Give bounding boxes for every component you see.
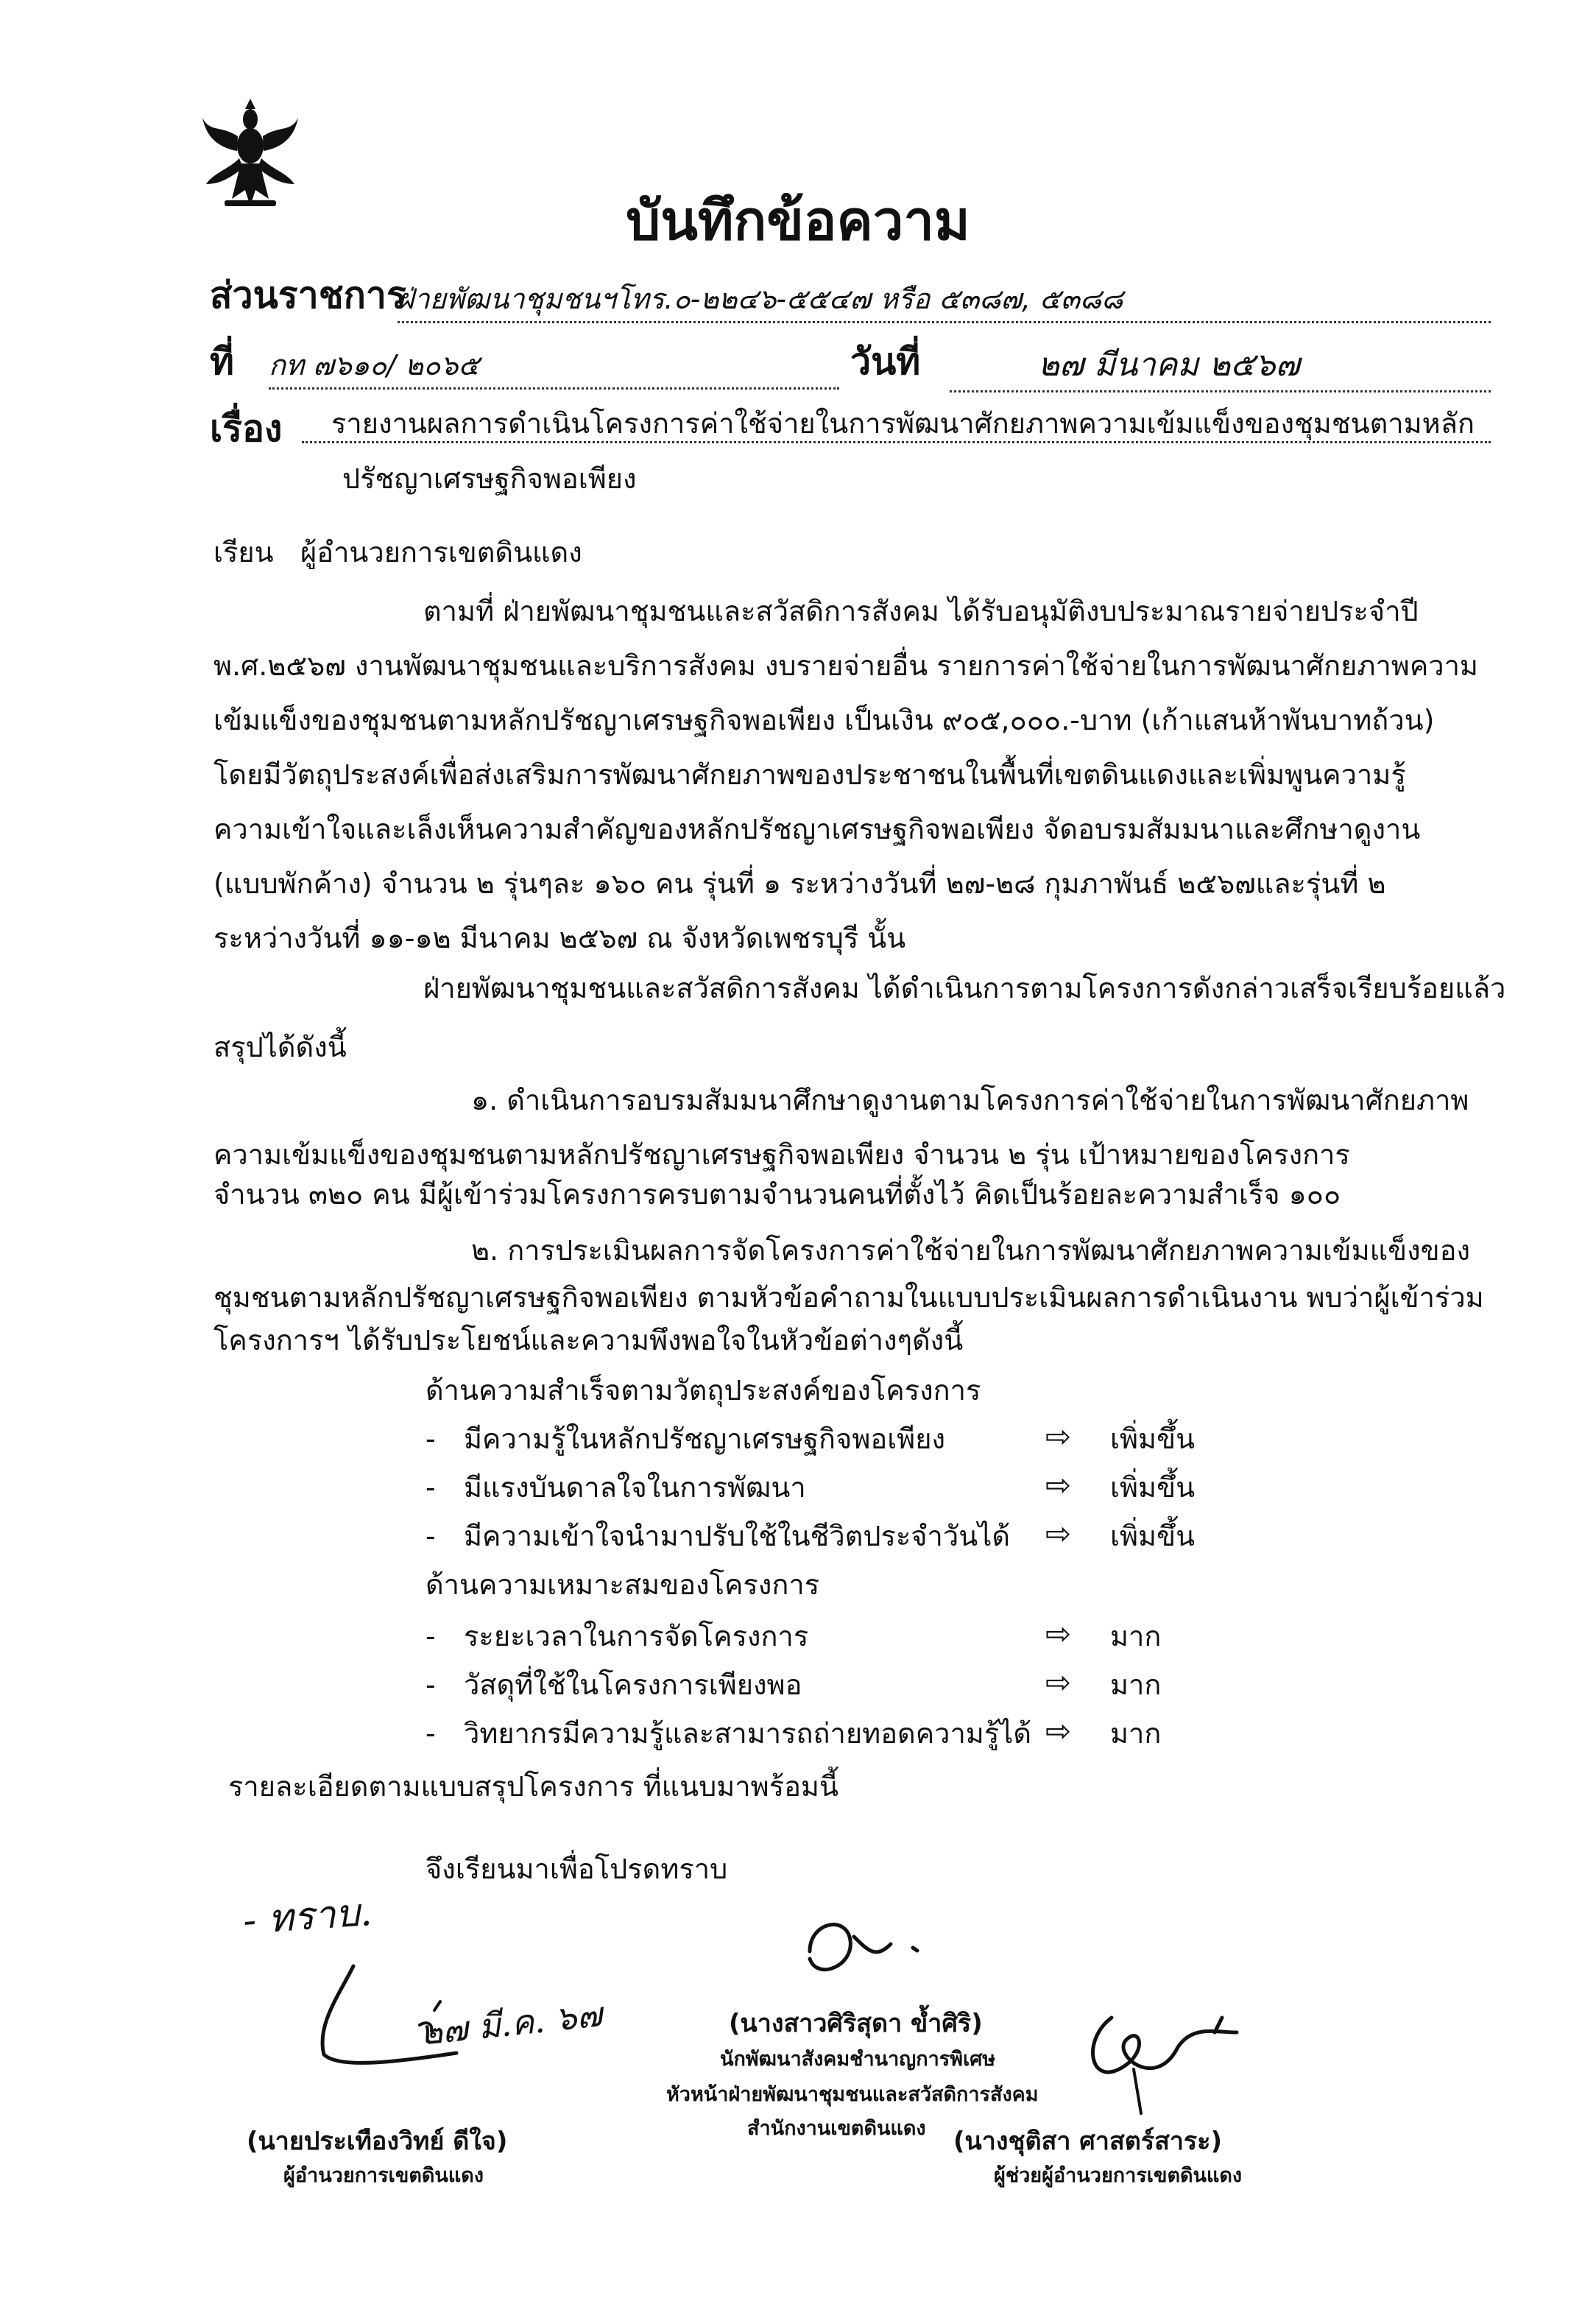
subject-line-1: รายงานผลการดำเนินโครงการค่าใช้จ่ายในการพัฒนาศักยภาพความเข้มแข็งของชุมชนตามหลัก — [302, 407, 1491, 443]
assistant-title: ผู้ช่วยผู้อำนวยการเขตดินแดง — [994, 2164, 1243, 2187]
subject-line-2: ปรัชญาเศรษฐกิจพอเพียง — [342, 462, 637, 495]
section-b-result: มาก — [1110, 1620, 1162, 1652]
arrow-icon: ⇨ — [1045, 1467, 1072, 1503]
section-a-result: เพิ่มขึ้น — [1110, 1423, 1196, 1455]
arrow-icon: ⇨ — [1045, 1616, 1072, 1652]
section-a-item: มีความรู้ในหลักปรัชญาเศรษฐกิจพอเพียง — [464, 1423, 946, 1455]
details-line: รายละเอียดตามแบบสรุปโครงการ ที่แนบมาพร้อมนี้ — [228, 1770, 838, 1803]
list-dash: - — [426, 1520, 436, 1552]
arrow-icon: ⇨ — [1045, 1664, 1072, 1700]
item2-line: ๒. การประเมินผลการจัดโครงการค่าใช้จ่ายในการพัฒนาศักยภาพความเข้มแข็งของ — [471, 1234, 1471, 1267]
ref-label: ที่ — [210, 340, 234, 383]
para1-line: พ.ศ.๒๕๖๗ งานพัฒนาชุมชนและบริการสังคม งบรายจ่ายอื่น รายการค่าใช้จ่ายในการพัฒนาศักยภาพความ — [213, 649, 1478, 682]
section-b-item: วิทยากรมีความรู้และสามารถถ่ายทอดความรู้ได้ — [464, 1717, 1032, 1750]
date-value: ๒๗ มีนาคม ๒๕๖๗ — [950, 339, 1491, 392]
memo-title: บันทึกข้อความ — [626, 189, 970, 253]
list-dash: - — [426, 1717, 436, 1750]
acknowledgement-note: - ทราบ. — [241, 1890, 374, 1944]
assistant-name: (นางชุติสา ศาสตร์สาระ) — [953, 2127, 1222, 2156]
section-b-item: ระยะเวลาในการจัดโครงการ — [464, 1620, 809, 1652]
subject-label: เรื่อง — [210, 407, 283, 450]
section-a-heading: ด้านความสำเร็จตามวัตถุประสงค์ของโครงการ — [426, 1374, 981, 1406]
list-dash: - — [426, 1669, 436, 1701]
para1-line: (แบบพักค้าง) จำนวน ๒ รุ่นๆละ ๑๖๐ คน รุ่นที่ ๑ ระหว่างวันที่ ๒๗-๒๘ กุมภาพันธ์ ๒๕๖๗และรุ่นที่ ๒ — [213, 867, 1386, 900]
list-dash: - — [426, 1471, 436, 1504]
head-signature — [788, 1907, 935, 1996]
head-name: (นางสาวศิริสุดา ข้ำศิริ) — [729, 2009, 983, 2038]
item1-line: ความเข้มแข็งของชุมชนตามหลักปรัชญาเศรษฐกิจพอเพียง จำนวน ๒ รุ่น เป้าหมายของโครงการ — [213, 1138, 1350, 1171]
para1-line: ตามที่ ฝ่ายพัฒนาชุมชนและสวัสดิการสังคม ได้รับอนุมัติงบประมาณรายจ่ายประจำปี — [423, 595, 1419, 627]
item1-line: จำนวน ๓๒๐ คน มีผู้เข้าร่วมโครงการครบตามจำนวนคนที่ตั้งไว้ คิดเป็นร้อยละความสำเร็จ ๑๐๐ — [213, 1178, 1341, 1211]
para1-line: ความเข้าใจและเล็งเห็นความสำคัญของหลักปรัชญาเศรษฐกิจพอเพียง จัดอบรมสัมมนาและศึกษาดูงาน — [213, 813, 1421, 845]
section-b-result: มาก — [1110, 1717, 1162, 1750]
section-a-result: เพิ่มขึ้น — [1110, 1520, 1196, 1552]
salutation-to: ผู้อำนวยการเขตดินแดง — [300, 536, 582, 568]
section-b-item: วัสดุที่ใช้ในโครงการเพียงพอ — [464, 1669, 802, 1701]
salutation-label: เรียน — [213, 536, 274, 568]
ref-value: กท ๗๖๑๐/ ๒๐๖๕ — [269, 342, 839, 390]
head-title: หัวหน้าฝ่ายพัฒนาชุมชนและสวัสดิการสังคม — [666, 2083, 1039, 2106]
item1-line: ๑. ดำเนินการอบรมสัมมนาศึกษาดูงานตามโครงการค่าใช้จ่ายในการพัฒนาศักยภาพ — [471, 1084, 1469, 1116]
section-a-item: มีแรงบันดาลใจในการพัฒนา — [464, 1471, 806, 1504]
section-b-result: มาก — [1110, 1669, 1162, 1701]
closing-line: จึงเรียนมาเพื่อโปรดทราบ — [426, 1853, 728, 1885]
arrow-icon: ⇨ — [1045, 1418, 1072, 1454]
director-title: ผู้อำนวยการเขตดินแดง — [283, 2164, 484, 2187]
para1-line: เข้มแข็งของชุมชนตามหลักปรัชญาเศรษฐกิจพอเพียง เป็นเงิน ๙๐๕,๐๐๐.-บาท (เก้าแสนห้าพันบาทถ้วน) — [213, 704, 1435, 736]
item2-line: โครงการฯ ได้รับประโยชน์และความพึงพอใจในหัวข้อต่างๆดังนี้ — [213, 1324, 964, 1356]
para2-line: ฝ่ายพัฒนาชุมชนและสวัสดิการสังคม ได้ดำเนินการตามโครงการดังกล่าวเสร็จเรียบร้อยแล้ว — [423, 972, 1506, 1004]
section-a-item: มีความเข้าใจนำมาปรับใช้ในชีวิตประจำวันได้ — [464, 1520, 1011, 1552]
date-label: วันที่ — [850, 340, 921, 383]
arrow-icon: ⇨ — [1045, 1713, 1072, 1749]
para2-line: สรุปได้ดังนี้ — [213, 1031, 347, 1063]
handwritten-date: ๒๗ มี.ค. ๖๗ — [417, 1994, 604, 2053]
item2-line: ชุมชนตามหลักปรัชญาเศรษฐกิจพอเพียง ตามหัวข้อคำถามในแบบประเมินผลการดำเนินงาน พบว่าผู้เข้าร่วม — [213, 1281, 1484, 1314]
para1-line: ระหว่างวันที่ ๑๑-๑๒ มีนาคม ๒๕๖๗ ณ จังหวัดเพชรบุรี นั้น — [213, 922, 906, 954]
para1-line: โดยมีวัตถุประสงค์เพื่อส่งเสริมการพัฒนาศักยภาพของประชาชนในพื้นที่เขตดินแดงและเพิ่มพูนความรู้ — [213, 758, 1406, 791]
agency-value: ฝ่ายพัฒนาชุมชนฯโทร.๐-๒๒๔๖-๕๕๔๗ หรือ ๕๓๘๗, ๕๓๘๘ — [398, 276, 1491, 323]
list-dash: - — [426, 1620, 436, 1652]
section-a-result: เพิ่มขึ้น — [1110, 1471, 1196, 1504]
agency-label: ส่วนราชการ — [210, 274, 406, 317]
list-dash: - — [426, 1423, 436, 1455]
arrow-icon: ⇨ — [1045, 1515, 1072, 1552]
head-title: สำนักงานเขตดินแดง — [747, 2117, 926, 2140]
head-title: นักพัฒนาสังคมชำนาญการพิเศษ — [720, 2048, 996, 2071]
assistant-signature — [1067, 2003, 1259, 2121]
director-name: (นายประเทืองวิทย์ ดีใจ) — [247, 2127, 508, 2156]
section-b-heading: ด้านความเหมาะสมของโครงการ — [426, 1568, 820, 1601]
